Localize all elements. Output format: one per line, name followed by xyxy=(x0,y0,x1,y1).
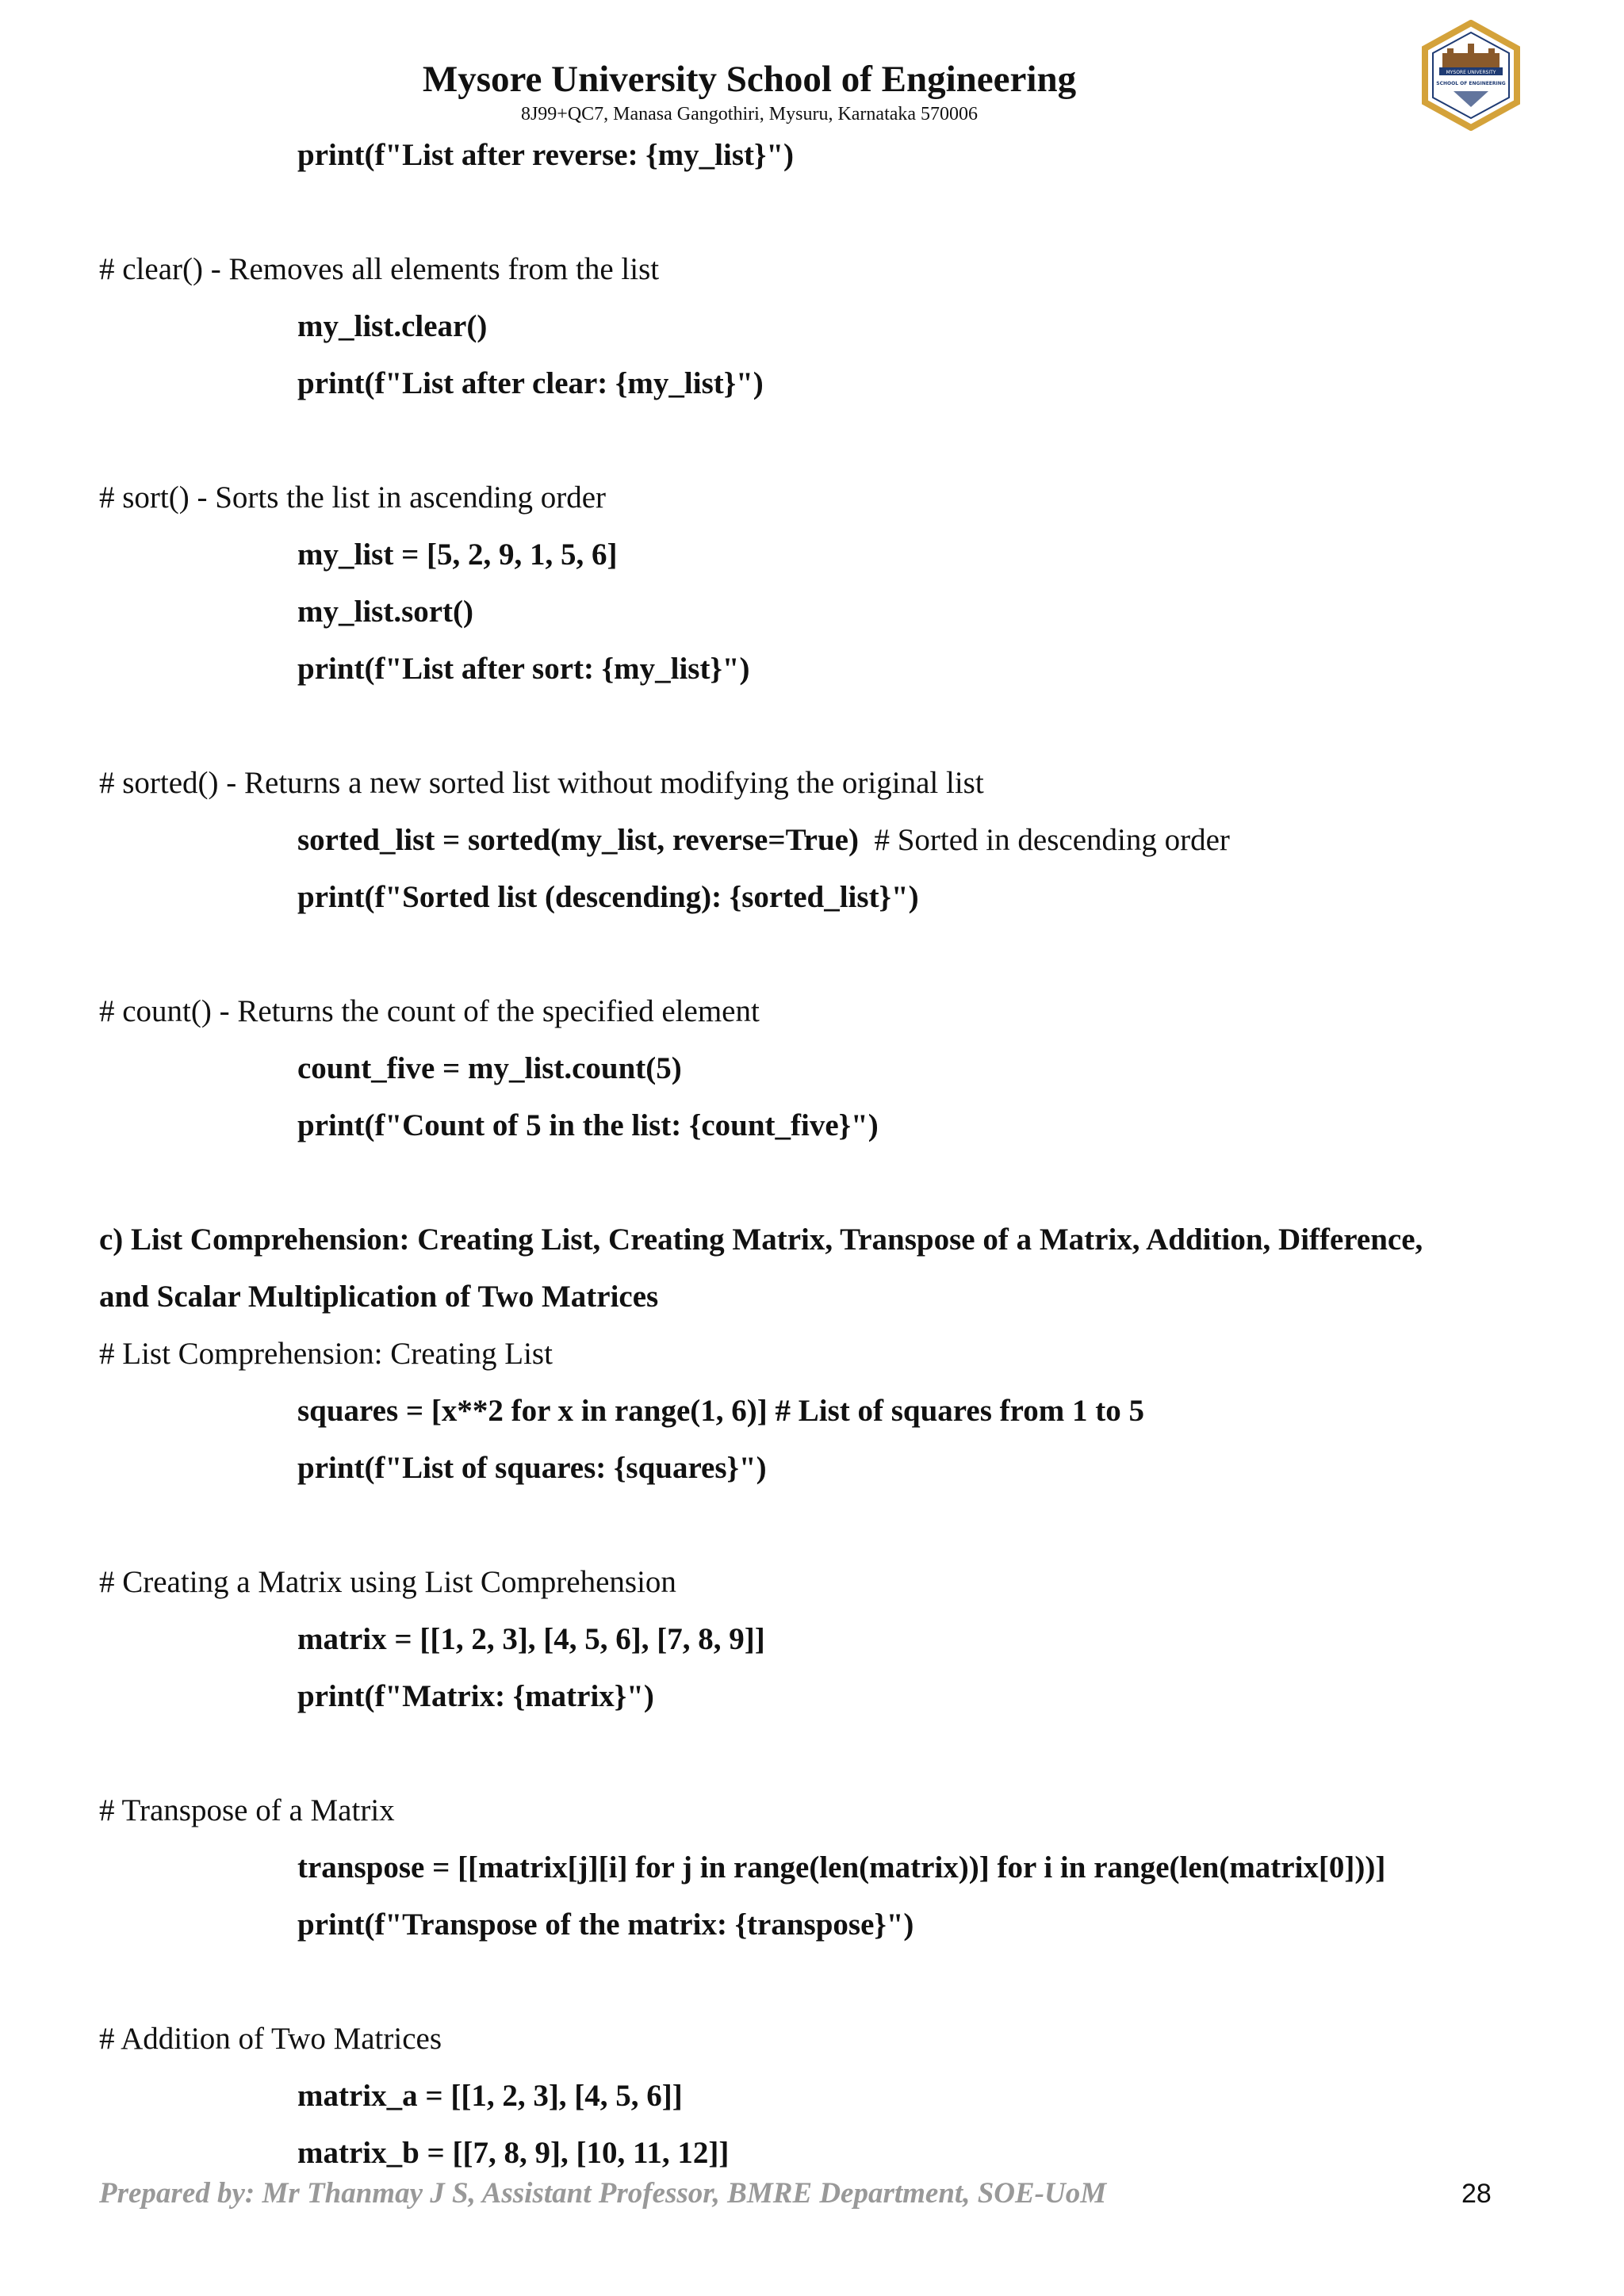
logo-text-top: MYSORE UNIVERSITY xyxy=(1446,70,1496,75)
code-line: print(f"Transpose of the matrix: {transpose}") xyxy=(297,1908,914,1942)
code-line: print(f"List of squares: {squares}") xyxy=(297,1451,767,1485)
section-heading: c) List Comprehension: Creating List, Creating Matrix, Transpose of a Matrix, Addition, Difference, xyxy=(99,1223,1423,1257)
university-logo xyxy=(1415,20,1526,131)
section-heading: and Scalar Multiplication of Two Matrices xyxy=(99,1280,659,1314)
code-line: my_list.sort() xyxy=(297,595,474,629)
code-line: print(f"List after clear: {my_list}") xyxy=(297,366,764,400)
blank-line xyxy=(99,926,1550,983)
code-line: print(f"List after reverse: {my_list}") xyxy=(297,138,794,172)
logo-text-bottom: SCHOOL OF ENGINEERING xyxy=(1436,81,1506,86)
document-body xyxy=(99,127,1550,2182)
code-line: my_list = [5, 2, 9, 1, 5, 6] xyxy=(297,538,618,572)
blank-line xyxy=(99,1497,1550,1554)
comment-line: # List Comprehension: Creating List xyxy=(99,1337,553,1371)
code-line: matrix_a = [[1, 2, 3], [4, 5, 6]] xyxy=(297,2079,683,2113)
comment-line: # clear() - Removes all elements from the list xyxy=(99,252,660,286)
institution-title: Mysore University School of Engineering xyxy=(422,59,1077,100)
page-number: 28 xyxy=(1461,2179,1492,2209)
comment-line: # Addition of Two Matrices xyxy=(99,2022,442,2056)
code-line: print(f"Sorted list (descending): {sorted_list}") xyxy=(297,880,919,914)
blank-line xyxy=(99,1954,1550,2011)
footer-credit: Prepared by: Mr Thanmay J S, Assistant Professor, BMRE Department, SOE-UoM xyxy=(99,2177,1107,2210)
blank-line xyxy=(99,412,1550,469)
code-line: matrix_b = [[7, 8, 9], [10, 11, 12]] xyxy=(297,2136,730,2170)
code-line: print(f"Count of 5 in the list: {count_five}") xyxy=(297,1108,879,1142)
code-line: print(f"List after sort: {my_list}") xyxy=(297,652,750,686)
code-line xyxy=(99,812,1550,869)
code-line: transpose = [[matrix[j][i] for j in range(len(matrix))] for i in range(len(matrix[0]))] xyxy=(297,1850,1386,1885)
comment-line: # Creating a Matrix using List Comprehension xyxy=(99,1565,676,1599)
page-header xyxy=(0,55,1499,125)
institution-address: 8J99+QC7, Manasa Gangothiri, Mysuru, Karnataka 570006 xyxy=(520,104,979,124)
blank-line xyxy=(99,698,1550,755)
blank-line xyxy=(99,184,1550,241)
inline-comment: # Sorted in descending order xyxy=(874,823,1230,857)
comment-line: # sorted() - Returns a new sorted list without modifying the original list xyxy=(99,766,984,800)
code-line: my_list.clear() xyxy=(297,309,488,343)
blank-line xyxy=(99,1725,1550,1782)
code-line: count_five = my_list.count(5) xyxy=(297,1051,682,1085)
code-line: matrix = [[1, 2, 3], [4, 5, 6], [7, 8, 9]] xyxy=(297,1622,765,1656)
blank-line xyxy=(99,1154,1550,1211)
code-line: print(f"Matrix: {matrix}") xyxy=(297,1679,654,1713)
code-fragment: sorted_list = sorted(my_list, reverse=True) xyxy=(297,823,859,857)
comment-line: # sort() - Sorts the list in ascending order xyxy=(99,480,607,515)
comment-line: # count() - Returns the count of the specified element xyxy=(99,994,760,1028)
comment-line: # Transpose of a Matrix xyxy=(99,1793,395,1827)
code-line: squares = [x**2 for x in range(1, 6)] # List of squares from 1 to 5 xyxy=(297,1394,1144,1428)
